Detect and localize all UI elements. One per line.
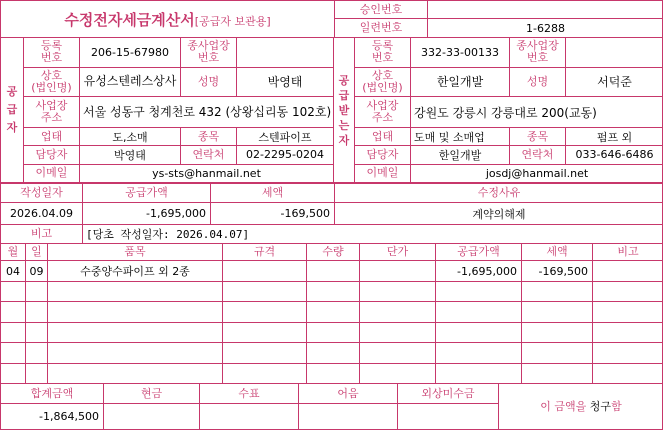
cell <box>593 323 663 343</box>
amend-reason-label: 수정사유 <box>335 184 663 203</box>
buyer-side-char: 공 <box>338 73 350 87</box>
promissory-note-amount <box>299 404 398 430</box>
col-item: 품목 <box>48 244 223 261</box>
credit-label: 외상미수금 <box>398 384 499 404</box>
supplier-side-char: 공 <box>6 85 18 98</box>
cash-label: 현금 <box>104 384 200 404</box>
invoice-header <box>0 0 663 38</box>
buyer-biz-item-label: 종목 <box>510 127 566 145</box>
claim-prefix: 이 금액을 <box>540 399 587 413</box>
supply-amount-label: 공급가액 <box>83 184 211 203</box>
cell <box>1 364 26 384</box>
buyer-side-char: 받 <box>338 103 350 117</box>
col-supply: 공급가액 <box>436 244 522 261</box>
cell <box>522 343 593 364</box>
check-label: 수표 <box>200 384 299 404</box>
credit-amount <box>398 404 499 430</box>
total-amount-label: 합계금액 <box>1 384 104 404</box>
supplier-reg-no: 206-15-67980 <box>80 38 181 68</box>
cell <box>522 282 593 302</box>
buyer-branch <box>566 38 663 68</box>
buyer-contact-label: 연락처 <box>510 146 566 164</box>
cell-spec <box>223 261 307 282</box>
col-remark: 비고 <box>593 244 663 261</box>
buyer-manager-label: 담당자 <box>355 146 411 164</box>
remark-label: 비고 <box>1 225 83 244</box>
cell <box>223 282 307 302</box>
supplier-biz-item-label: 종목 <box>181 127 237 145</box>
tax-amount-label: 세액 <box>211 184 335 203</box>
summary-section <box>0 183 663 244</box>
supplier-manager-label: 담당자 <box>24 146 80 164</box>
date-label: 작성일자 <box>1 184 83 203</box>
items-table <box>0 243 663 384</box>
supplier-branch <box>237 38 334 68</box>
buyer-biz-type: 도매 및 소매업 <box>411 127 510 145</box>
cell <box>223 364 307 384</box>
supplier-biz-type-label: 업태 <box>24 127 80 145</box>
cell <box>1 282 26 302</box>
cell <box>48 343 223 364</box>
cell-supply: -1,695,000 <box>436 261 522 282</box>
cell-tax: -169,500 <box>522 261 593 282</box>
amend-reason: 계약의해제 <box>335 203 663 225</box>
supplier-contact: 02-2295-0204 <box>237 146 334 164</box>
cell <box>436 364 522 384</box>
supplier-side-char: 자 <box>6 121 18 134</box>
cell <box>1 343 26 364</box>
buyer-reg-no-label: 등록 번호 <box>355 38 411 68</box>
claim-statement <box>499 384 663 430</box>
supplier-email: ys-sts@hanmail.net <box>80 164 334 182</box>
col-qty: 수량 <box>307 244 360 261</box>
supplier-contact-label: 연락처 <box>181 146 237 164</box>
serial-number-label: 일련번호 <box>335 19 428 38</box>
cell <box>48 323 223 343</box>
cell <box>436 323 522 343</box>
cell <box>48 364 223 384</box>
supplier-ceo-label: 성명 <box>181 67 237 97</box>
supplier-email-label: 이메일 <box>24 164 80 182</box>
issue-date: 2026.04.09 <box>1 203 83 225</box>
tax-amount: -169,500 <box>211 203 335 225</box>
supplier-manager: 박영태 <box>80 146 181 164</box>
cell <box>26 323 48 343</box>
remark: [당초 작성일자: 2026.04.07] <box>83 225 663 244</box>
buyer-address-label: 사업장 주소 <box>355 97 411 128</box>
cell-day: 09 <box>26 261 48 282</box>
table-row <box>1 302 663 323</box>
cell <box>360 343 436 364</box>
cell <box>26 302 48 323</box>
supplier-address: 서울 성동구 청계천로 432 (상왕십리동 102호) <box>80 97 334 128</box>
supplier-section <box>0 37 334 183</box>
cell <box>1 323 26 343</box>
cell <box>522 302 593 323</box>
cell-qty <box>307 261 360 282</box>
cell <box>223 343 307 364</box>
serial-number-value: 1-6288 <box>428 19 663 38</box>
cell <box>307 282 360 302</box>
cell <box>593 302 663 323</box>
supplier-reg-no-label: 등록 번호 <box>24 38 80 68</box>
cell-item: 수중양수파이프 외 2종 <box>48 261 223 282</box>
cell <box>223 302 307 323</box>
buyer-side-char: 급 <box>338 88 350 102</box>
buyer-name-label: 상호 (법인명) <box>355 67 411 97</box>
table-row <box>1 261 663 282</box>
cell <box>307 323 360 343</box>
supplier-name: 유성스텐레스상사 <box>80 67 181 97</box>
cell-remark <box>593 261 663 282</box>
buyer-side-char: 는 <box>338 118 350 132</box>
col-tax: 세액 <box>522 244 593 261</box>
cell <box>593 282 663 302</box>
approval-number-value <box>428 1 663 19</box>
cell <box>26 282 48 302</box>
buyer-ceo: 서덕준 <box>566 67 663 97</box>
cell <box>522 323 593 343</box>
cell <box>223 323 307 343</box>
totals-section <box>0 383 663 430</box>
cell <box>593 343 663 364</box>
invoice-title <box>1 1 335 38</box>
cell <box>360 302 436 323</box>
table-row <box>1 282 663 302</box>
cash-amount <box>104 404 200 430</box>
cell <box>360 282 436 302</box>
buyer-side-char: 자 <box>338 133 350 147</box>
cell <box>593 364 663 384</box>
buyer-email-label: 이메일 <box>355 164 411 182</box>
buyer-email: josdj@hanmail.net <box>411 164 663 182</box>
cell <box>360 364 436 384</box>
buyer-branch-label: 종사업장 번호 <box>510 38 566 68</box>
cell <box>436 343 522 364</box>
table-row <box>1 343 663 364</box>
promissory-note-label: 어음 <box>299 384 398 404</box>
col-month: 월 <box>1 244 26 261</box>
claim-word: 청구 <box>589 399 612 413</box>
table-row <box>1 323 663 343</box>
table-row <box>1 364 663 384</box>
cell <box>48 302 223 323</box>
cell <box>26 364 48 384</box>
supply-amount: -1,695,000 <box>83 203 211 225</box>
buyer-biz-item: 펌프 외 <box>566 127 663 145</box>
cell <box>48 282 223 302</box>
cell-month: 04 <box>1 261 26 282</box>
buyer-contact: 033-646-6486 <box>566 146 663 164</box>
approval-number-label: 승인번호 <box>335 1 428 19</box>
supplier-side-label <box>1 38 24 183</box>
cell <box>307 302 360 323</box>
supplier-biz-item: 스텐파이프 <box>237 127 334 145</box>
title-text: 수정전자세금계산서 <box>64 10 195 29</box>
col-unit-price: 단가 <box>360 244 436 261</box>
supplier-biz-type: 도,소매 <box>80 127 181 145</box>
supplier-ceo: 박영태 <box>237 67 334 97</box>
supplier-name-label: 상호 (법인명) <box>24 67 80 97</box>
col-spec: 규격 <box>223 244 307 261</box>
title-subtitle: [공급자 보관용] <box>194 14 271 28</box>
buyer-manager: 한일개발 <box>411 146 510 164</box>
buyer-biz-type-label: 업태 <box>355 127 411 145</box>
supplier-branch-label: 종사업장 번호 <box>181 38 237 68</box>
cell <box>307 343 360 364</box>
claim-suffix: 함 <box>611 399 622 413</box>
check-amount <box>200 404 299 430</box>
buyer-ceo-label: 성명 <box>510 67 566 97</box>
supplier-side-char: 급 <box>6 103 18 116</box>
cell <box>26 343 48 364</box>
cell <box>522 364 593 384</box>
cell <box>307 364 360 384</box>
supplier-address-label: 사업장 주소 <box>24 97 80 128</box>
cell <box>1 302 26 323</box>
buyer-address: 강원도 강릉시 강릉대로 200(교동) <box>411 97 663 128</box>
buyer-reg-no: 332-33-00133 <box>411 38 510 68</box>
total-amount: -1,864,500 <box>1 404 104 430</box>
cell <box>436 302 522 323</box>
buyer-section <box>333 37 663 183</box>
col-day: 일 <box>26 244 48 261</box>
buyer-name: 한일개발 <box>411 67 510 97</box>
cell <box>360 323 436 343</box>
cell-unit-price <box>360 261 436 282</box>
buyer-side-label <box>334 38 355 183</box>
cell <box>436 282 522 302</box>
